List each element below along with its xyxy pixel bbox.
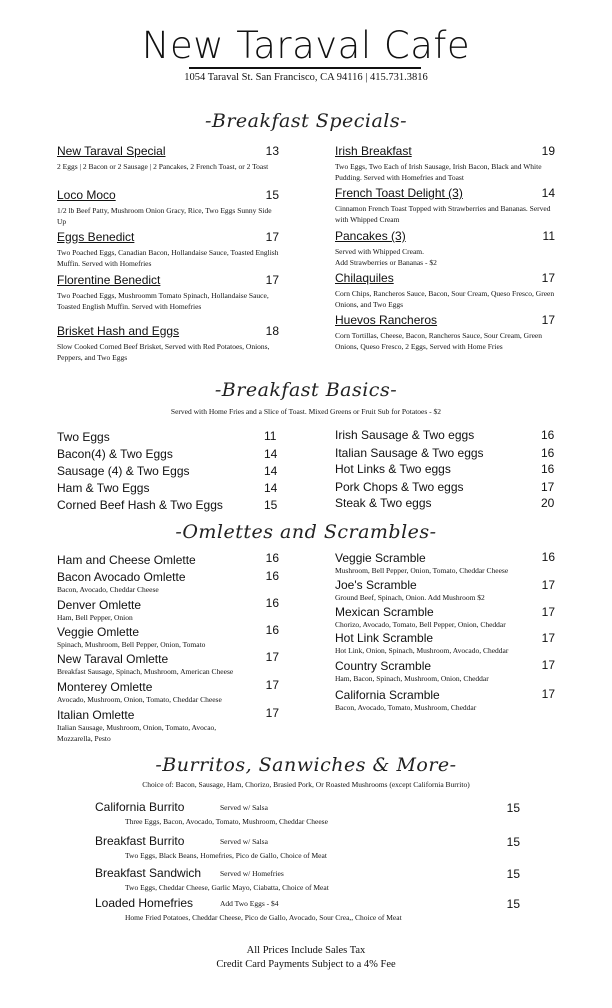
item-note: Served w/ Homefries: [220, 869, 284, 878]
menu-item: [95, 800, 520, 827]
item-description: Two Eggs, Two Each of Irish Sausage, Irish Bacon, Black and White Pudding. Served with Homefries and Toast: [335, 162, 542, 182]
item-name: Veggie Scramble: [335, 551, 426, 565]
item-note: Served w/ Salsa: [220, 837, 268, 846]
basic-item-name: Steak & Two eggs: [335, 496, 432, 510]
item-description: Served with Whipped Cream.: [335, 247, 425, 256]
menu-item: [335, 659, 555, 684]
basic-item-name: Irish Sausage & Two eggs: [335, 428, 475, 442]
item-description: Breakfast Sausage, Spinach, Mushroom, American Cheese: [57, 667, 234, 676]
item-name: Loco Moco: [57, 188, 116, 202]
section-subtitle-breakfast-basics: Served with Home Fries and a Slice of Toast. Mixed Greens or Fruit Sub for Potatoes - $2: [170, 407, 442, 416]
item-description: Bacon, Avocado, Cheddar Cheese: [57, 585, 159, 594]
item-price: 17: [541, 631, 555, 645]
item-name: Veggie Omlette: [57, 625, 140, 639]
basic-item-price: 16: [541, 428, 555, 442]
restaurant-address: 1054 Taraval St. San Francisco, CA 94116 | 415.731.3816: [184, 72, 428, 83]
item-name: Loaded Homefries: [95, 896, 194, 910]
menu-item: [335, 605, 555, 630]
menu-item: [57, 625, 279, 650]
item-description: 1/2 lb Beef Patty, Mushroom Onion Gracy, Rice, Two Eggs Sunny Side Up: [57, 206, 272, 226]
item-description: Avocado, Mushroom, Onion, Tomato, Cheddar Cheese: [57, 695, 222, 704]
item-price: 16: [265, 596, 279, 610]
item-price: 19: [541, 144, 555, 158]
basic-item-name: Corned Beef Hash & Two Eggs: [57, 498, 223, 512]
item-price: 17: [265, 230, 279, 244]
item-name: Mexican Scramble: [335, 605, 434, 619]
item-name: Huevos Rancheros: [335, 313, 438, 327]
item-description: Bacon, Avocado, Tomato, Mushroom, Cheddar: [335, 703, 477, 712]
item-name: New Taraval Special: [57, 144, 166, 158]
item-price: 17: [265, 650, 279, 664]
item-price: 15: [506, 897, 520, 911]
menu-item: [335, 578, 555, 603]
item-description-addon: Add Strawberries or Bananas - $2: [335, 258, 437, 267]
basic-item-price: 16: [541, 446, 555, 460]
basic-item-name: Hot Links & Two eggs: [335, 462, 451, 476]
menu-item: [335, 551, 555, 576]
section-subtitle-burritos: Choice of: Bacon, Sausage, Ham, Chorizo, Brasied Pork, Or Roasted Mushrooms (except California Burrito): [142, 780, 470, 789]
basic-item-name: Sausage (4) & Two Eggs: [57, 464, 190, 478]
item-description: Two Poached Eggs, Mushroomm Tomato Spinach, Hollandaise Sauce, Toasted English Muffin. Served with Homefries: [57, 291, 269, 311]
basic-item-price: 14: [264, 447, 278, 461]
section-title-burritos: -Burritos, Sanwiches & More-: [155, 754, 457, 776]
basic-item-price: 14: [264, 481, 278, 495]
item-price: 17: [265, 273, 279, 287]
item-description: Spinach, Mushroom, Bell Pepper, Onion, Tomato: [57, 640, 206, 649]
item-name: French Toast Delight (3): [335, 186, 463, 200]
item-price: 15: [506, 867, 520, 881]
item-name: Joe's Scramble: [335, 578, 417, 592]
item-price: 17: [265, 706, 279, 720]
menu-item: [57, 273, 279, 312]
title-underline: [189, 67, 421, 69]
menu-item: [57, 652, 279, 677]
item-name: Florentine Benedict: [57, 273, 161, 287]
basic-item-name: Italian Sausage & Two eggs: [335, 446, 484, 460]
menu-item: [335, 271, 555, 310]
basic-item-price: 11: [264, 429, 277, 443]
menu-item: [57, 708, 279, 744]
item-name: Country Scramble: [335, 659, 432, 673]
item-name: Brisket Hash and Eggs: [57, 324, 180, 338]
menu-item: [95, 834, 520, 861]
item-price: 17: [541, 687, 555, 701]
item-price: 11: [542, 229, 555, 243]
item-name: Chilaquiles: [335, 271, 394, 285]
item-name: California Burrito: [95, 800, 185, 814]
item-price: 17: [541, 658, 555, 672]
menu-item: [335, 186, 555, 225]
item-description: Corn Chips, Rancheros Sauce, Bacon, Sour Cream, Queso Fresco, Green Onions, and Two Eggs: [335, 289, 555, 309]
item-name: Italian Omlette: [57, 708, 135, 722]
footer-tax-note: All Prices Include Sales Tax: [246, 945, 366, 956]
footer-fee-note: Credit Card Payments Subject to a 4% Fee: [216, 959, 396, 970]
section-title-breakfast-basics: -Breakfast Basics-: [214, 379, 398, 401]
item-description: 2 Eggs | 2 Bacon or 2 Sausage | 2 Pancakes, 2 French Toast, or 2 Toast: [57, 162, 269, 171]
item-description: Italian Sausage, Mushroom, Onion, Tomato, Avocao, Mozzarella, Pesto: [57, 723, 217, 743]
menu-item: [335, 144, 555, 183]
basic-item-name: Two Eggs: [57, 430, 110, 444]
item-description: Hot Link, Onion, Spinach, Mushroom, Avocado, Cheddar: [335, 646, 509, 655]
basic-item-name: Pork Chops & Two eggs: [335, 480, 464, 494]
basic-item-price: 17: [541, 480, 555, 494]
item-name: Breakfast Sandwich: [95, 866, 202, 880]
item-name: Breakfast Burrito: [95, 834, 185, 848]
item-name: New Taraval Omlette: [57, 652, 169, 666]
basic-item-price: 15: [264, 498, 278, 512]
item-price: 16: [265, 551, 279, 565]
menu-item: [335, 229, 555, 268]
item-description: Corn Tortillas, Cheese, Bacon, Rancheros Sauce, Sour Cream, Green Onions, Queso Fresco, 2 Eggs, Served with Home Fries: [335, 331, 542, 351]
basic-item-price: 14: [264, 464, 278, 478]
item-description: Three Eggs, Bacon, Avocado, Tomato, Mushroom, Cheddar Cheese: [125, 817, 328, 826]
item-price: 14: [541, 186, 555, 200]
item-price: 17: [541, 313, 555, 327]
item-price: 15: [506, 801, 520, 815]
item-price: 17: [265, 678, 279, 692]
item-price: 16: [265, 569, 279, 583]
item-price: 15: [506, 835, 520, 849]
menu-item: [95, 866, 520, 893]
menu-item: [57, 570, 279, 595]
item-price: 13: [265, 144, 279, 158]
item-name: Pancakes (3): [335, 229, 406, 243]
menu-item: [57, 324, 279, 363]
item-description: Ham, Bacon, Spinach, Mushroom, Onion, Cheddar: [335, 674, 489, 683]
menu-item: [57, 553, 279, 567]
item-description: Two Eggs, Cheddar Cheese, Garlic Mayo, Ciabatta, Choice of Meat: [125, 883, 329, 892]
menu-item: [95, 896, 520, 923]
basic-item-price: 16: [541, 462, 555, 476]
item-price: 17: [541, 271, 555, 285]
menu-item: [335, 688, 555, 713]
item-name: Denver Omlette: [57, 598, 142, 612]
item-description: Ham, Bell Pepper, Onion: [57, 613, 133, 622]
item-name: Ham and Cheese Omlette: [57, 553, 196, 567]
item-description: Cinnamon French Toast Topped with Strawberries and Bananas. Served with Whipped Cream: [335, 204, 551, 224]
menu-item: [57, 230, 279, 269]
item-price: 16: [265, 623, 279, 637]
item-name: California Scramble: [335, 688, 440, 702]
item-price: 17: [541, 578, 555, 592]
section-title-omelettes: -Omlettes and Scrambles-: [175, 521, 437, 543]
item-price: 17: [541, 605, 555, 619]
item-price: 18: [265, 324, 279, 338]
item-description: Ground Beef, Spinach, Onion. Add Mushroom $2: [335, 593, 485, 602]
item-description: Mushroom, Bell Pepper, Onion, Tomato, Cheddar Cheese: [335, 566, 509, 575]
basic-item-name: Ham & Two Eggs: [57, 481, 150, 495]
item-description: Two Poached Eggs, Canadian Bacon, Hollandaise Sauce, Toasted English Muffin. Served with Homefries: [57, 248, 279, 268]
item-price: 16: [541, 550, 555, 564]
item-description: Slow Cooked Corned Beef Brisket, Served with Red Potatoes, Onions, Peppers, and Two Eggs: [57, 342, 270, 362]
item-name: Hot Link Scramble: [335, 631, 434, 645]
menu-item: [335, 631, 555, 656]
item-name: Bacon Avocado Omlette: [57, 570, 186, 584]
basic-item-price: 20: [541, 496, 555, 510]
item-description: Two Eggs, Black Beans, Homefries, Pico de Gallo, Choice of Meat: [125, 851, 327, 860]
item-name: Irish Breakfast: [335, 144, 412, 158]
item-note: Served w/ Salsa: [220, 803, 268, 812]
section-title-breakfast-specials: -Breakfast Specials-: [204, 110, 408, 132]
item-description: Home Fried Potatoes, Cheddar Cheese, Pico de Gallo, Avocado, Sour Crea,, Choice of Meat: [125, 913, 402, 922]
menu-item: [335, 313, 555, 352]
item-price: 15: [265, 188, 279, 202]
item-name: Monterey Omlette: [57, 680, 153, 694]
item-name: Eggs Benedict: [57, 230, 135, 244]
menu-item: [57, 144, 279, 172]
menu-item: [57, 598, 279, 623]
menu-item: [57, 188, 279, 227]
menu-item: [57, 680, 279, 705]
restaurant-title: New Taraval Cafe: [141, 24, 471, 67]
item-description: Chorizo, Avocado, Tomato, Bell Pepper, Onion, Cheddar: [335, 620, 506, 629]
basic-item-name: Bacon(4) & Two Eggs: [57, 447, 173, 461]
item-note: Add Two Eggs - $4: [220, 899, 279, 908]
